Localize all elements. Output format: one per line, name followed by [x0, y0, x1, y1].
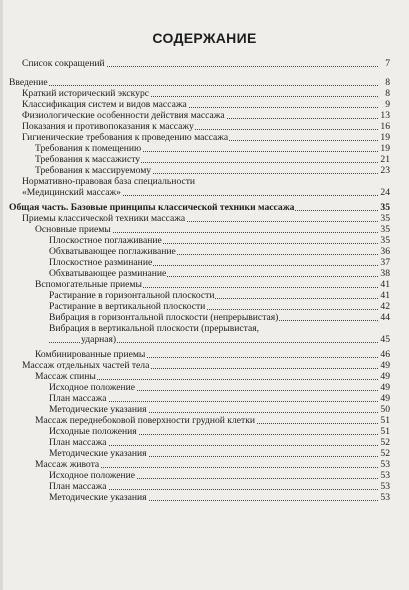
toc-entry: Нормативно-правовая база специальности «Медицинский массаж» 24	[22, 176, 390, 198]
toc-entry: Исходные положения 51	[49, 426, 390, 437]
page-number: 44	[378, 312, 390, 323]
page-number: 35	[378, 235, 390, 246]
toc-entry: Общая часть. Базовые принципы классической техники массажа 35	[9, 202, 390, 213]
toc-entry: Показания и противопоказания к массажу 16	[22, 121, 390, 132]
page-number: 41	[378, 290, 390, 301]
page-number: 8	[378, 77, 390, 88]
toc-entry: Список сокращений 7	[22, 58, 390, 69]
page-number: 53	[378, 470, 390, 481]
toc-entry: Плоскостное разминание 37	[49, 257, 390, 268]
toc-entry: План массажа 52	[49, 437, 390, 448]
toc-entry: Требования к помещению 19	[35, 143, 390, 154]
toc-entry: Методические указания 52	[49, 448, 390, 459]
page-number: 8	[378, 88, 390, 99]
toc-entry: Вибрация в вертикальной плоскости (прерывистая, ударная) 45	[49, 323, 390, 345]
toc-entry: Плоскостное поглаживание 35	[49, 235, 390, 246]
page-number: 52	[378, 437, 390, 448]
toc-entry: Краткий исторический экскурс 8	[22, 88, 390, 99]
page-number: 16	[378, 121, 390, 132]
page-number: 45	[378, 334, 390, 345]
page-number: 24	[378, 187, 390, 198]
page-number: 21	[378, 154, 390, 165]
page-number: 46	[378, 349, 390, 360]
toc-entry: Введение 8	[9, 77, 390, 88]
toc-entry: Исходное положение 49	[49, 382, 390, 393]
toc-entry: Массаж переднебоковой поверхности грудной клетки 51	[35, 415, 390, 426]
page-number: 38	[378, 268, 390, 279]
toc-entry: Исходное положение 53	[49, 470, 390, 481]
page-number: 53	[378, 492, 390, 503]
page-number: 13	[378, 110, 390, 121]
page-number: 49	[378, 393, 390, 404]
toc-entry: Комбинированные приемы 46	[35, 349, 390, 360]
page-number: 36	[378, 246, 390, 257]
page-number: 37	[378, 257, 390, 268]
toc-entry: Физиологические особенности действия массажа 13	[22, 110, 390, 121]
toc-entry: План массажа 53	[49, 481, 390, 492]
toc-entry: Массаж спины 49	[35, 371, 390, 382]
page-number: 52	[378, 448, 390, 459]
page-number: 49	[378, 371, 390, 382]
page-number: 53	[378, 481, 390, 492]
toc-entry: Вспомогательные приемы 41	[35, 279, 390, 290]
page-edge	[0, 0, 3, 590]
page-number: 51	[378, 415, 390, 426]
toc-entry: Обхватывающее разминание 38	[49, 268, 390, 279]
page-number: 49	[378, 360, 390, 371]
page-number: 51	[378, 426, 390, 437]
page-title: СОДЕРЖАНИЕ	[152, 30, 257, 46]
page-number: 9	[378, 99, 390, 110]
page-number: 53	[378, 459, 390, 470]
page-number: 35	[378, 213, 390, 224]
toc-entry: Требования к массируемому 23	[35, 165, 390, 176]
toc-entry: Методические указания 53	[49, 492, 390, 503]
page-number: 50	[378, 404, 390, 415]
toc-entry: Вибрация в горизонтальной плоскости (непрерывистая) 44	[49, 312, 390, 323]
leader-dots	[9, 85, 378, 86]
toc-entry: План массажа 49	[49, 393, 390, 404]
page-number: 23	[378, 165, 390, 176]
toc-entry: Растирание в горизонтальной плоскости 41	[49, 290, 390, 301]
toc-entry: Основные приемы 35	[35, 224, 390, 235]
page-number: 49	[378, 382, 390, 393]
toc-entry: Обхватывающее поглаживание 36	[49, 246, 390, 257]
page-number: 42	[378, 301, 390, 312]
toc-entry: Массаж отдельных частей тела 49	[22, 360, 390, 371]
toc-entry: Приемы классической техники массажа 35	[22, 213, 390, 224]
page-number: 19	[378, 143, 390, 154]
toc-entry: Массаж живота 53	[35, 459, 390, 470]
toc-entry: Классификация систем и видов массажа 9	[22, 99, 390, 110]
page-number: 19	[378, 132, 390, 143]
page-number: 35	[378, 224, 390, 235]
page-number: 7	[378, 58, 390, 69]
toc-entry: Требования к массажисту 21	[35, 154, 390, 165]
toc-entry: Методические указания 50	[49, 404, 390, 415]
page-number: 35	[378, 202, 390, 213]
page-number: 41	[378, 279, 390, 290]
toc-entry: Гигиенические требования к проведению массажа 19	[22, 132, 390, 143]
toc-entry: Растирание в вертикальной плоскости 42	[49, 301, 390, 312]
